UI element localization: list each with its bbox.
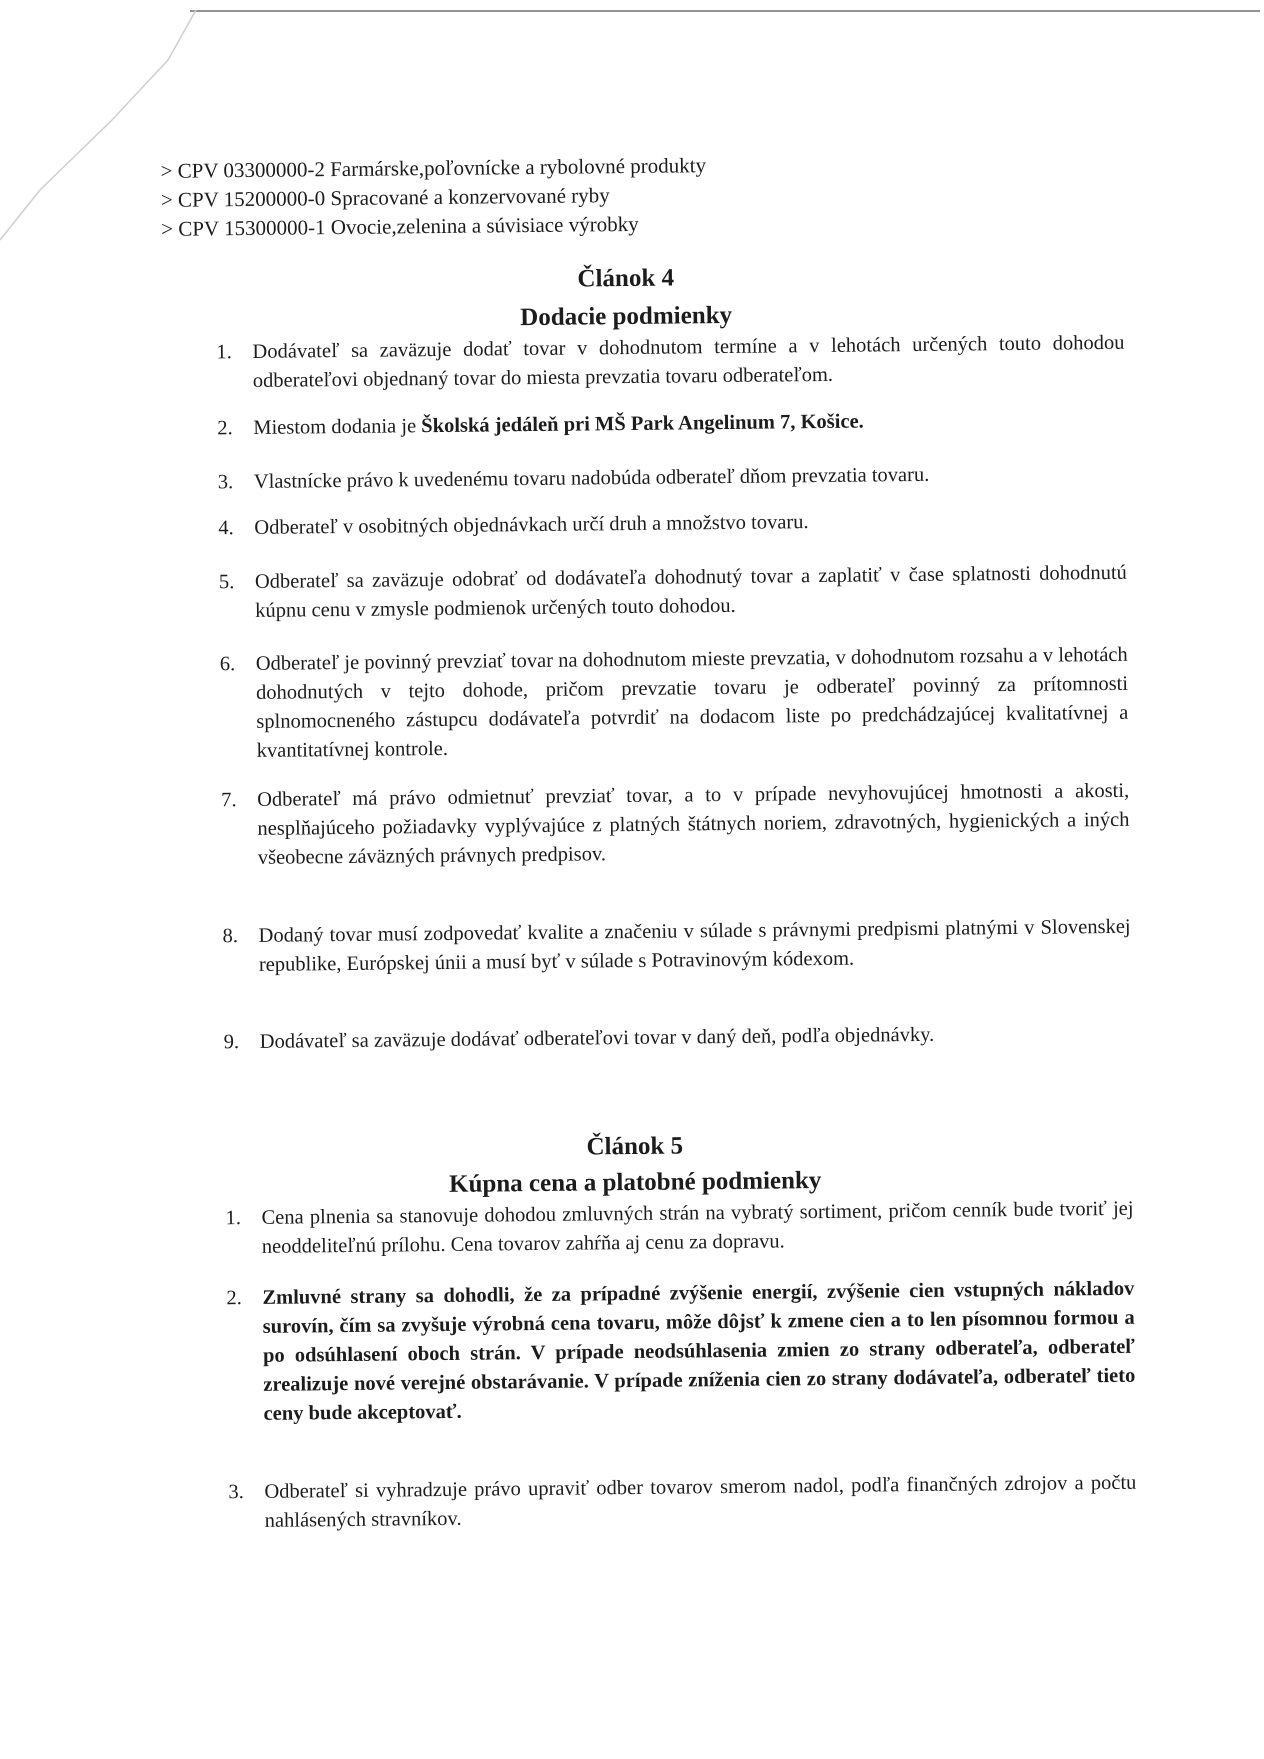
article5-number: Článok 5 — [586, 1132, 684, 1161]
article4-list-item-8 — [222, 913, 1131, 981]
list-item: 1. Cena plnenia sa stanovuje dohodou zmluvných strán na vybratý sortiment, pričom cenník bude tvoriť jej neoddeliteľnú prílohu. Cena tovarov zahŕňa aj cenu za dopravu. — [225, 1197, 1134, 1258]
article4-list-item-5 — [219, 559, 1128, 627]
cpv-list — [160, 147, 1061, 243]
list-item: 7. Odberateľ má právo odmietnuť prevziať tovar, a to v prípade nevyhovujúcej hmotnosti a akosti, nesplňajúceho požiadavky vyplývajúce z platných štátnych noriem, zdravotných, hygienických a iných všeobecne záväzných právnych predpisov. — [221, 779, 1130, 869]
delivery-place: Školská jedáleň pri MŠ Park Angelinum 7, Košice. — [421, 410, 864, 438]
cpv-line: > CPV 15200000-0 Spracované a konzervované ryby — [160, 183, 610, 212]
article4-number: Článok 4 — [577, 264, 675, 293]
article5-list-item-3 — [228, 1469, 1137, 1537]
list-item: 8. Dodaný tovar musí zodpovedať kvalite a značeniu v súlade s právnymi predpismi platnými v Slovenskej republike, Európskej únii a musí byť v súlade s Potravinovým kódexom. — [222, 915, 1131, 976]
article4-list-item-9 — [224, 1019, 1132, 1058]
list-item: 4. Odberateľ v osobitných objednávkach určí druh a množstvo tovaru. — [218, 511, 809, 540]
article4-list-item-7 — [221, 777, 1130, 874]
article4-list — [216, 329, 1125, 397]
article5-title: Kúpna cena a platobné podmienky — [448, 1167, 822, 1198]
list-item: 2. Zmluvné strany sa dohodli, že za prípadné zvýšenie energií, zvýšenie cien vstupných nákladov surovín, čím sa zvyšuje výrobná cena tovaru, môže dôjsť k zmene cien a to len písomnou formou a po odsúhlasení oboch strán. V prípade neodsúhlasenia zmien zo strany odberateľa, odberateľ zrealizuje nové verejné obstarávanie. V prípade zníženia cien zo strany dodávateľa, odberateľ tieto ceny bude akceptovať. — [226, 1277, 1136, 1425]
list-item: 5. Odberateľ sa zaväzuje odobrať od dodávateľa dohodnutý tovar a zaplatiť v čase splatnosti dohodnutú kúpnu cenu v zmysle podmienok určených touto dohodou. — [218, 561, 1127, 622]
article4-list-item-6 — [220, 641, 1129, 767]
article5-list-item-1 — [225, 1195, 1134, 1263]
cpv-line: > CPV 15300000-1 Ovocie,zelenina a súvisiace výrobky — [161, 211, 639, 241]
article5-list-item-2 — [226, 1275, 1135, 1430]
list-item: 9. Dodávateľ sa zaväzuje dodávať odberateľovi tovar v daný deň, podľa objednávky. — [223, 1023, 935, 1054]
list-item: 3. Odberateľ si vyhradzuje právo upraviť odber tovarov smerom nadol, podľa finančných zdrojov a počtu nahlásených stravníkov. — [228, 1471, 1137, 1532]
list-item: 1. Dodávateľ sa zaväzuje dodať tovar v dohodnutom termíne a v lehotách určených touto dohodou odberateľovi objednaný tovar do miesta prevzatia tovaru odberateľom. — [216, 331, 1125, 392]
list-item: 3. Vlastnícke právo k uvedenému tovaru nadobúda odberateľ dňom prevzatia tovaru. — [217, 463, 930, 494]
list-item: 6. Odberateľ je povinný prevziať tovar na dohodnutom mieste prevzatia, v dohodnutom rozsahu a v lehotách dohodnutých v tejto dohode, pričom prevzatie tovaru je odberateľ povinný za prítomnosti splnomocneného zástupcu dodávateľa potvrdiť na dodacom liste po predchádzajúcej kvalitatívnej a kvantitatívnej kontrole. — [219, 643, 1129, 762]
article4-list-item-2 — [217, 405, 1125, 444]
article4-list-item-4 — [218, 505, 1126, 544]
article4-list-item-3 — [218, 459, 1126, 498]
cpv-line: > CPV 03300000-2 Farmárske,poľovnícke a rybolovné produkty — [160, 153, 707, 183]
list-item: 2. Miestom dodania je Školská jedáleň pri MŠ Park Angelinum 7, Košice. — [217, 410, 864, 440]
article4-title: Dodacie podmienky — [520, 301, 733, 332]
